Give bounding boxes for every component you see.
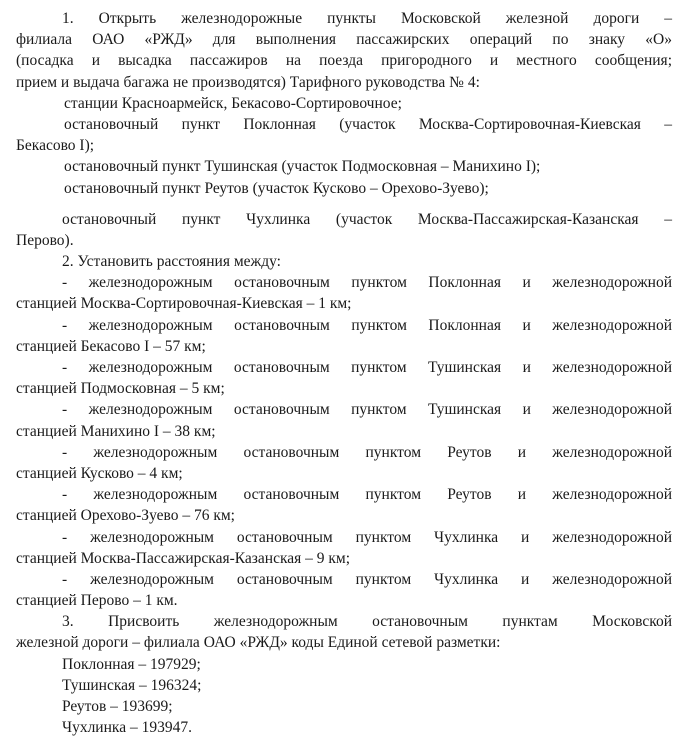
text-line: Реутов – 193699; [62, 698, 173, 715]
text-line: остановочный пункт Реутов (участок Кусково – Орехово-Зуево); [64, 179, 489, 197]
text-line: станцией Перово – 1 км. [16, 592, 178, 610]
text-line: станцией Орехово-Зуево – 76 км; [16, 507, 235, 525]
text-line: - железнодорожным остановочным пунктом Чухлинка и железнодорожной [62, 528, 672, 546]
text-line: железной дороги – филиала ОАО «РЖД» коды Единой сетевой разметки: [16, 634, 501, 652]
text-line: 1. Открыть железнодорожные пункты Московской железной дороги – [62, 10, 672, 27]
text-line: станцией Манихино I – 38 км; [16, 422, 216, 440]
text-line: станцией Москва-Пассажирская-Казанская – 9 км; [16, 549, 351, 567]
text-line: (посадка и высадка пассажиров на поезда пригородного и местного сообщения; [16, 52, 672, 70]
text-line: 3. Присвоить железнодорожным остановочным пунктам Московской [62, 613, 672, 631]
text-line: - железнодорожным остановочным пунктом Поклонная и железнодорожной [62, 274, 672, 292]
text-line: - железнодорожным остановочным пунктом Реутов и железнодорожной [62, 443, 672, 461]
text-line: - железнодорожным остановочным пунктом Поклонная и железнодорожной [62, 316, 672, 334]
text-line: 2. Установить расстояния между: [62, 253, 281, 271]
text-line: остановочный пункт Тушинская (участок Подмосковная – Манихино I); [64, 158, 541, 176]
text-line: - железнодорожным остановочным пунктом Реутов и железнодорожной [62, 486, 672, 504]
text-line: станцией Бекасово I – 57 км; [16, 337, 206, 355]
text-line: прием и выдача багажа не производятся) Тарифного руководства № 4: [16, 73, 480, 91]
text-line: Тушинская – 196324; [62, 676, 202, 694]
text-line: Поклонная – 197929; [62, 655, 201, 673]
text-line: остановочный пункт Чухлинка (участок Москва-Пассажирская-Казанская – [62, 210, 672, 228]
text-line: станции Красноармейск, Бекасово-Сортировочное; [64, 94, 402, 112]
text-line: филиала ОАО «РЖД» для выполнения пассажирских операций по знаку «О» [16, 31, 672, 49]
text-line: - железнодорожным остановочным пунктом Тушинская и железнодорожной [62, 401, 672, 419]
text-line: станцией Кусково – 4 км; [16, 464, 183, 482]
document-body [16, 8, 672, 738]
text-line: остановочный пункт Поклонная (участок Москва-Сортировочная-Киевская – [64, 115, 672, 133]
text-line: Чухлинка – 193947. [62, 719, 192, 737]
text-line: станцией Подмосковная – 5 км; [16, 380, 225, 398]
text-line: Перово). [16, 231, 74, 249]
text-line: Бекасово I); [16, 137, 95, 155]
text-line: - железнодорожным остановочным пунктом Чухлинка и железнодорожной [62, 570, 672, 588]
text-line: - железнодорожным остановочным пунктом Тушинская и железнодорожной [62, 359, 672, 376]
text-line: станцией Москва-Сортировочная-Киевская – 1 км; [16, 295, 352, 313]
